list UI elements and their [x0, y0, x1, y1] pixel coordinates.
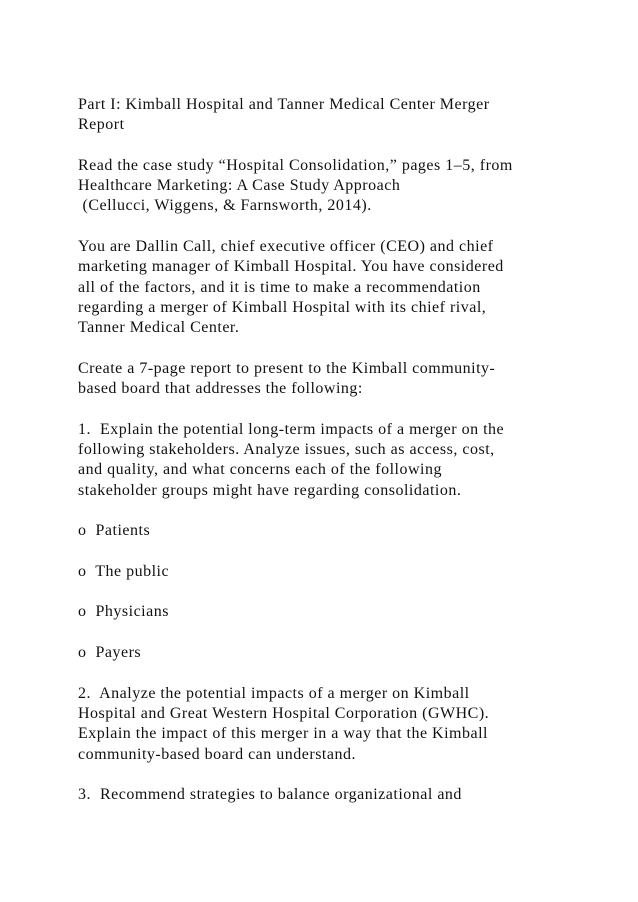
requirement-2	[78, 684, 618, 765]
text-line: community-based board can understand.	[78, 745, 356, 763]
report-title	[78, 95, 618, 136]
text-line: regarding a merger of Kimball Hospital with its chief rival,	[78, 298, 487, 316]
text-line: Hospital and Great Western Hospital Corporation (GWHC).	[78, 704, 490, 722]
paragraph-spacer	[78, 542, 618, 562]
text-line: 1. Explain the potential long-term impacts of a merger on the	[78, 420, 505, 438]
text-line: Read the case study “Hospital Consolidation,” pages 1–5, from	[78, 156, 513, 174]
document-body	[78, 95, 618, 805]
stakeholder-item: o Payers	[78, 644, 142, 662]
text-line: Create a 7-page report to present to the Kimball community-	[78, 359, 496, 377]
text-line: (Cellucci, Wiggens, & Farnsworth, 2014).	[78, 197, 372, 215]
text-line: Explain the impact of this merger in a way that the Kimball	[78, 725, 488, 743]
paragraph-spacer	[78, 217, 618, 237]
paragraph-spacer	[78, 765, 618, 785]
stakeholder-item: o Physicians	[78, 603, 169, 621]
text-line: based board that addresses the following:	[78, 380, 363, 398]
paragraph-spacer	[78, 339, 618, 359]
paragraph-spacer	[78, 663, 618, 683]
task-paragraph	[78, 359, 618, 400]
requirement-3	[78, 785, 618, 805]
paragraph-spacer	[78, 501, 618, 521]
paragraph-spacer	[78, 136, 618, 156]
text-line: and quality, and what concerns each of the following	[78, 461, 442, 479]
paragraph-spacer	[78, 399, 618, 419]
text-line: Part I: Kimball Hospital and Tanner Medical Center Merger	[78, 96, 490, 113]
text-line: stakeholder groups might have regarding consolidation.	[78, 481, 462, 499]
paragraph-spacer	[78, 623, 618, 643]
stakeholder-list	[78, 521, 618, 663]
text-line: Tanner Medical Center.	[78, 319, 240, 337]
stakeholder-item: o The public	[78, 562, 170, 580]
text-line: all of the factors, and it is time to make a recommendation	[78, 278, 481, 296]
text-line: marketing manager of Kimball Hospital. You have considered	[78, 258, 504, 276]
text-line: You are Dallin Call, chief executive officer (CEO) and chief	[78, 238, 494, 256]
stakeholder-item: o Patients	[78, 522, 151, 540]
intro-paragraph	[78, 156, 618, 217]
role-paragraph	[78, 237, 618, 338]
text-line: 2. Analyze the potential impacts of a merger on Kimball	[78, 684, 470, 702]
text-line: following stakeholders. Analyze issues, such as access, cost,	[78, 441, 495, 459]
text-line: Healthcare Marketing: A Case Study Approach	[78, 177, 401, 195]
paragraph-spacer	[78, 582, 618, 602]
text-line: Report	[78, 116, 125, 134]
requirement-1	[78, 420, 618, 501]
text-line: 3. Recommend strategies to balance organizational and	[78, 786, 462, 804]
